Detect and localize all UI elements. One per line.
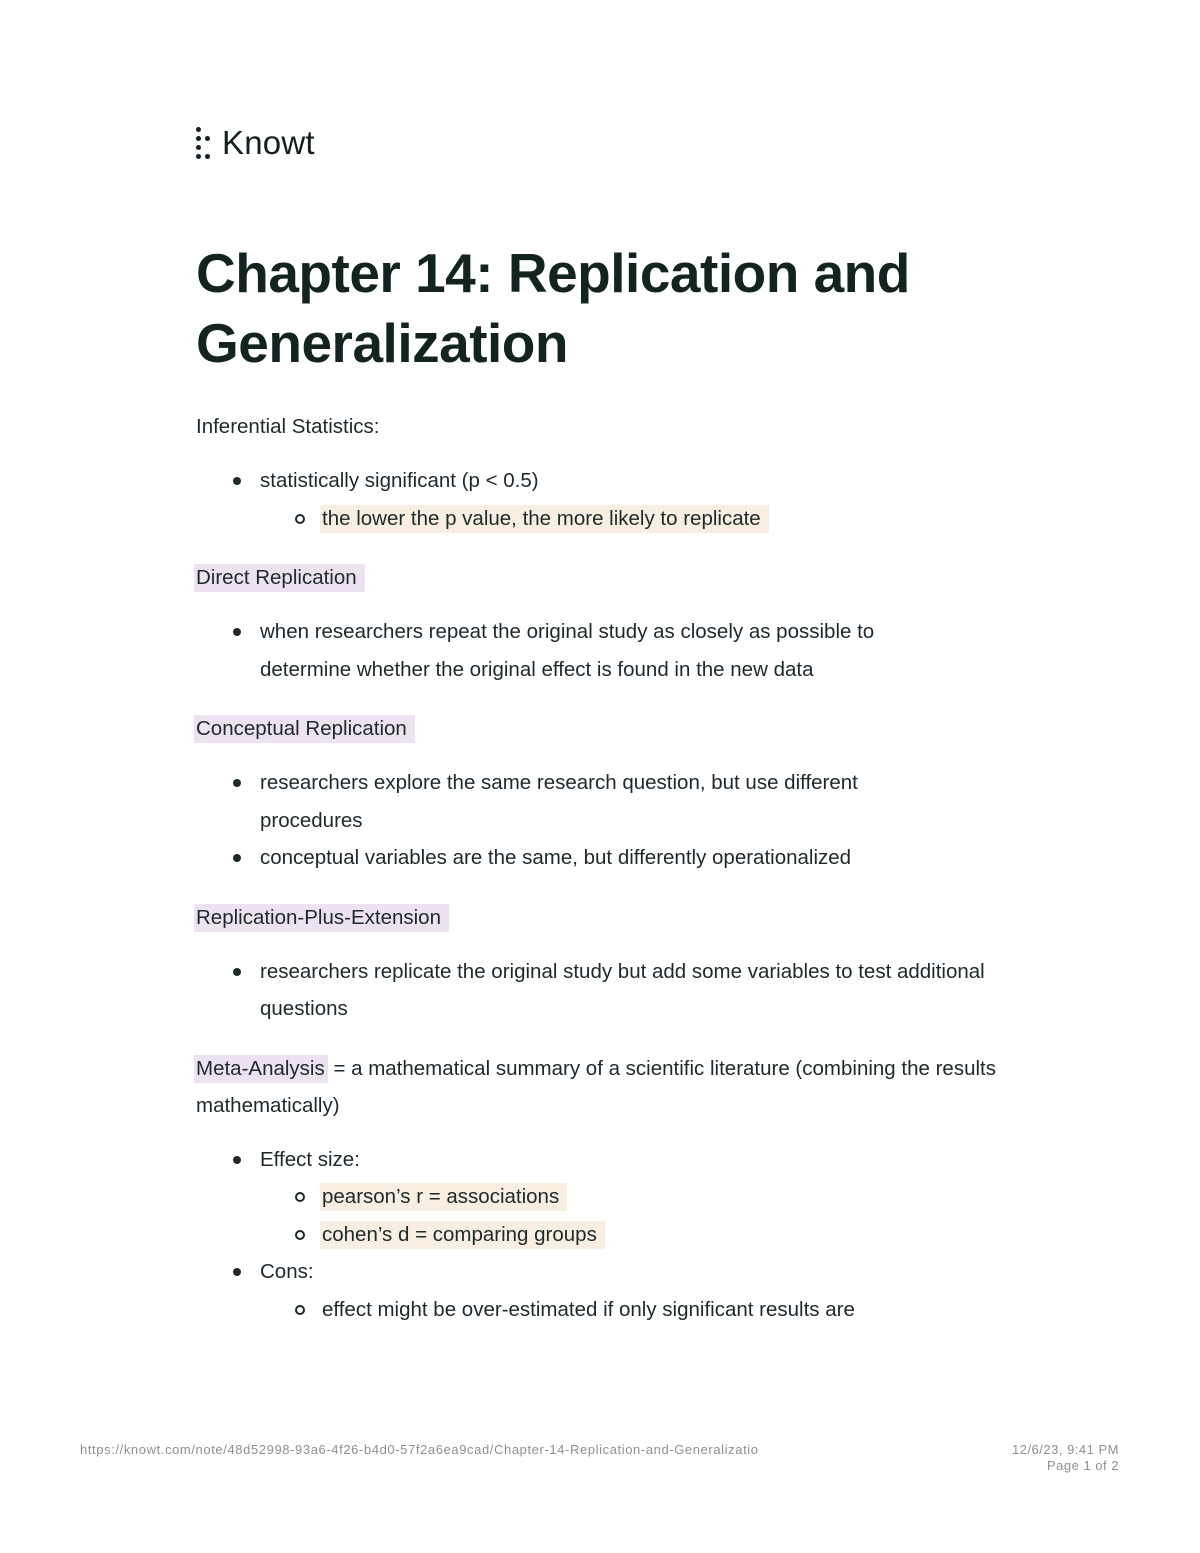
highlighted-text: the lower the p value, the more likely to replicate xyxy=(320,505,769,533)
page-title: Chapter 14: Replication and Generalization xyxy=(196,242,910,374)
knowt-logo-icon xyxy=(194,125,214,161)
list-direct xyxy=(196,613,996,688)
section-heading-rpe xyxy=(196,899,996,936)
bullet-icon xyxy=(233,1156,241,1164)
section-heading-conceptual xyxy=(196,710,996,747)
list-item xyxy=(196,1216,996,1254)
highlighted-term: Meta-Analysis xyxy=(194,1055,328,1083)
list-item: when researchers repeat the original study as closely as possible to determine whether the original effect is found in the new data xyxy=(196,613,960,688)
list-item: researchers replicate the original study but add some variables to test additional questions xyxy=(196,953,990,1028)
list-item xyxy=(196,500,996,538)
hollow-bullet-icon xyxy=(295,514,305,524)
bullet-icon xyxy=(233,968,241,976)
section-heading-inferential: Inferential Statistics: xyxy=(196,415,380,438)
bullet-icon xyxy=(233,477,241,485)
list-item xyxy=(196,1178,996,1216)
list-item: statistically significant (p < 0.5) xyxy=(196,462,996,500)
bullet-icon xyxy=(233,628,241,636)
footer-datetime: 12/6/23, 9:41 PM xyxy=(1011,1442,1119,1457)
bullet-icon xyxy=(233,779,241,787)
hollow-bullet-icon xyxy=(295,1192,305,1202)
hollow-bullet-icon xyxy=(295,1305,305,1315)
meta-analysis-definition: Meta-Analysis = a mathematical summary of a scientific literature (combining the results mathematically) xyxy=(196,1056,996,1117)
highlighted-term: Conceptual Replication xyxy=(194,715,415,743)
note-body xyxy=(196,408,996,1328)
footer-page-number: Page 1 of 2 xyxy=(1047,1458,1119,1473)
bullet-icon xyxy=(233,1268,241,1276)
section-heading-direct xyxy=(196,559,996,596)
highlighted-text: pearson’s r = associations xyxy=(320,1183,567,1211)
highlighted-term: Direct Replication xyxy=(194,564,365,592)
hollow-bullet-icon xyxy=(295,1230,305,1240)
bullet-icon xyxy=(233,854,241,862)
list-item: researchers explore the same research question, but use different procedures xyxy=(196,764,960,839)
list-item: conceptual variables are the same, but differently operationalized xyxy=(196,839,996,877)
list-item: Effect size: xyxy=(196,1141,996,1179)
logo-wordmark: Knowt xyxy=(222,124,315,161)
list-item: effect might be over-estimated if only significant results are xyxy=(196,1291,996,1329)
knowt-logo xyxy=(194,124,315,162)
list-item: Cons: xyxy=(196,1253,996,1291)
footer-url: https://knowt.com/note/48d52998-93a6-4f26-b4d0-57f2a6ea9cad/Chapter-14-Replication-and-Generalizatio xyxy=(80,1442,759,1457)
footer-meta xyxy=(1012,1442,1119,1474)
list-meta xyxy=(196,1141,996,1329)
list-rpe xyxy=(196,953,996,1028)
highlighted-text: cohen’s d = comparing groups xyxy=(320,1221,605,1249)
highlighted-term: Replication-Plus-Extension xyxy=(194,904,449,932)
list-conceptual xyxy=(196,764,996,877)
list-inferential xyxy=(196,462,996,537)
